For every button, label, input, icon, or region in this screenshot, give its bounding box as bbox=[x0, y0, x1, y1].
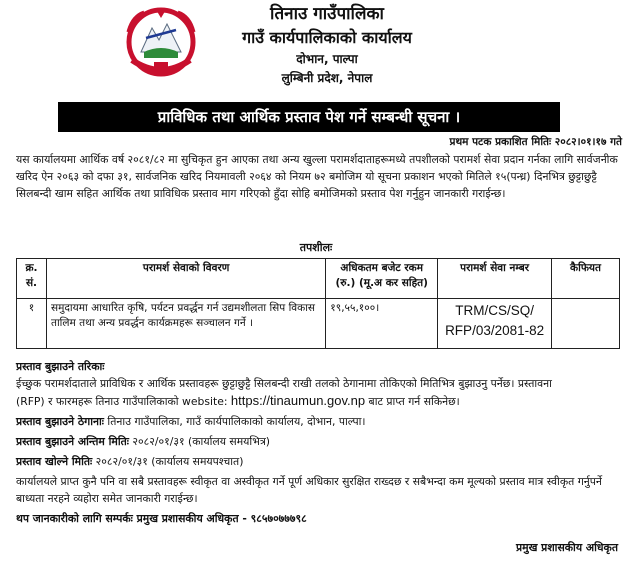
rfp-prefix: (RFP) र फारमहरू तिनाउ गाउँपालिकाको website: bbox=[16, 395, 228, 408]
signature: प्रमुख प्रशासकीय अधिकृत bbox=[515, 541, 618, 554]
address-line bbox=[16, 413, 621, 430]
contact-text: थप जानकारीको लागि सम्पर्कः प्रमुख प्रशासकीय अधिकृत - ९८५७०७७७९८ bbox=[16, 512, 307, 525]
header-service-number: परामर्श सेवा नम्बर bbox=[438, 259, 552, 299]
header-sn: क्र. सं. bbox=[17, 259, 47, 299]
deadline-line bbox=[16, 433, 621, 450]
address-text: तिनाउ गाउँपालिका, गाउँ कार्यपालिकाको कार्यालय, दोभान, पाल्पा। bbox=[107, 415, 366, 428]
cell-description: समुदायमा आधारित कृषि, पर्यटन प्रवर्द्धन गर्न उद्यमशीलता सिप विकास तालिम तथा अन्य प्रवर्द्धन कार्यक्रमहरू सञ्चालन गर्ने । bbox=[46, 299, 325, 349]
notice-sections bbox=[16, 358, 621, 527]
office-heading bbox=[192, 2, 462, 87]
header-description: परामर्श सेवाको विवरण bbox=[46, 259, 325, 299]
office-name: तिनाउ गाउँपालिका bbox=[270, 4, 384, 24]
header-remarks: कैफियत bbox=[552, 259, 620, 299]
header-budget: अधिकतम बजेट रकम (रु.) (मू.अ कर सहित) bbox=[326, 259, 438, 299]
publication-date: प्रथम पटक प्रकाशित मितिः २०८२।०१।१७ गते bbox=[449, 136, 622, 148]
cell-budget: १९,५५,१००। bbox=[326, 299, 438, 349]
website-link[interactable]: https://tinaumun.gov.np bbox=[230, 393, 366, 408]
office-address: दोभान, पाल्पा bbox=[296, 52, 358, 66]
opening-line bbox=[16, 453, 621, 470]
table-header-row bbox=[17, 259, 620, 299]
office-province: लुम्बिनी प्रदेश, नेपाल bbox=[281, 71, 373, 85]
opening-text: २०८२/०१/३१ (कार्यालय समयपश्चात) bbox=[95, 455, 244, 468]
opening-label: प्रस्ताव खोल्ने मितिः bbox=[16, 455, 93, 468]
rfp-line bbox=[16, 392, 621, 410]
cell-service-number bbox=[438, 299, 552, 349]
services-table bbox=[16, 258, 620, 349]
deadline-text: २०८२/०१/३१ (कार्यालय समयभित्र) bbox=[132, 435, 270, 448]
notice-title-banner: प्राविधिक तथा आर्थिक प्रस्ताव पेश गर्ने सम्बन्धी सूचना । bbox=[58, 102, 560, 132]
rfp-suffix: बाट प्राप्त गर्न सकिनेछ। bbox=[368, 395, 460, 408]
address-label: प्रस्ताव बुझाउने ठेगानाः bbox=[16, 415, 104, 428]
table-row bbox=[17, 299, 620, 349]
deadline-label: प्रस्ताव बुझाउने अन्तिम मितिः bbox=[16, 435, 129, 448]
submission-method-text: ईच्छुक परामर्शदाताले प्राविधिक र आर्थिक प्रस्तावहरू छुट्टाछुट्टै सिलबन्दी राखी तलको ठेगानामा तोकिएको मितिभित्र बुझाउनु पर्नेछ। प्रस्तावना bbox=[16, 377, 552, 390]
cell-sn: १ bbox=[17, 299, 47, 349]
service-number-line1: TRM/CS/SQ/ bbox=[455, 303, 534, 318]
rights-text: कार्यालयले प्राप्त कुनै पनि वा सबै प्रस्तावहरू स्वीकृत वा अस्वीकृत गर्ने पूर्ण अधिकार सुरक्षित राख्दछ र सबैभन्दा कम मूल्यको प्रस्ताव मात्र स्वीकृत गर्नुपर्ने बाध्यता नरहने व्यहोरा समेत जानकारी गराईन्छ। bbox=[16, 475, 602, 505]
submission-method-label: प्रस्ताव बुझाउने तरिकाः bbox=[16, 360, 105, 373]
intro-paragraph: यस कार्यालयमा आर्थिक वर्ष २०८१/८२ मा सुचिकृत हुन आएका तथा अन्य खुल्ला परामर्शदाताहरूमध्ये तपशीलको परामर्श सेवा प्रदान गर्नका लागि सार्वजनीक खरिद ऐन २०६३ को दफा ३१, सार्वजनिक खरिद नियमावली २०६४ को नियम ७२ बमोजिम यो सूचना प्रकाशन भएको मितिले १५(पन्ध्र) दिनभित्र छुट्टाछुट्टै सिलबन्दी खाम सहित आर्थिक तथा प्राविधिक प्रस्ताव माग गरिएको हुँदा सोहि बमोजिमको प्रस्ताव पेश गर्नुहुन जानकारी गराईन्छ। bbox=[16, 153, 618, 200]
office-subtitle: गाउँ कार्यपालिकाको कार्यालय bbox=[242, 28, 412, 47]
cell-remarks bbox=[552, 299, 620, 349]
nepal-emblem-icon bbox=[124, 2, 198, 80]
service-number-line2: RFP/03/2081-82 bbox=[445, 323, 545, 338]
details-label: तपशीलः bbox=[299, 241, 333, 254]
header bbox=[12, 0, 620, 102]
